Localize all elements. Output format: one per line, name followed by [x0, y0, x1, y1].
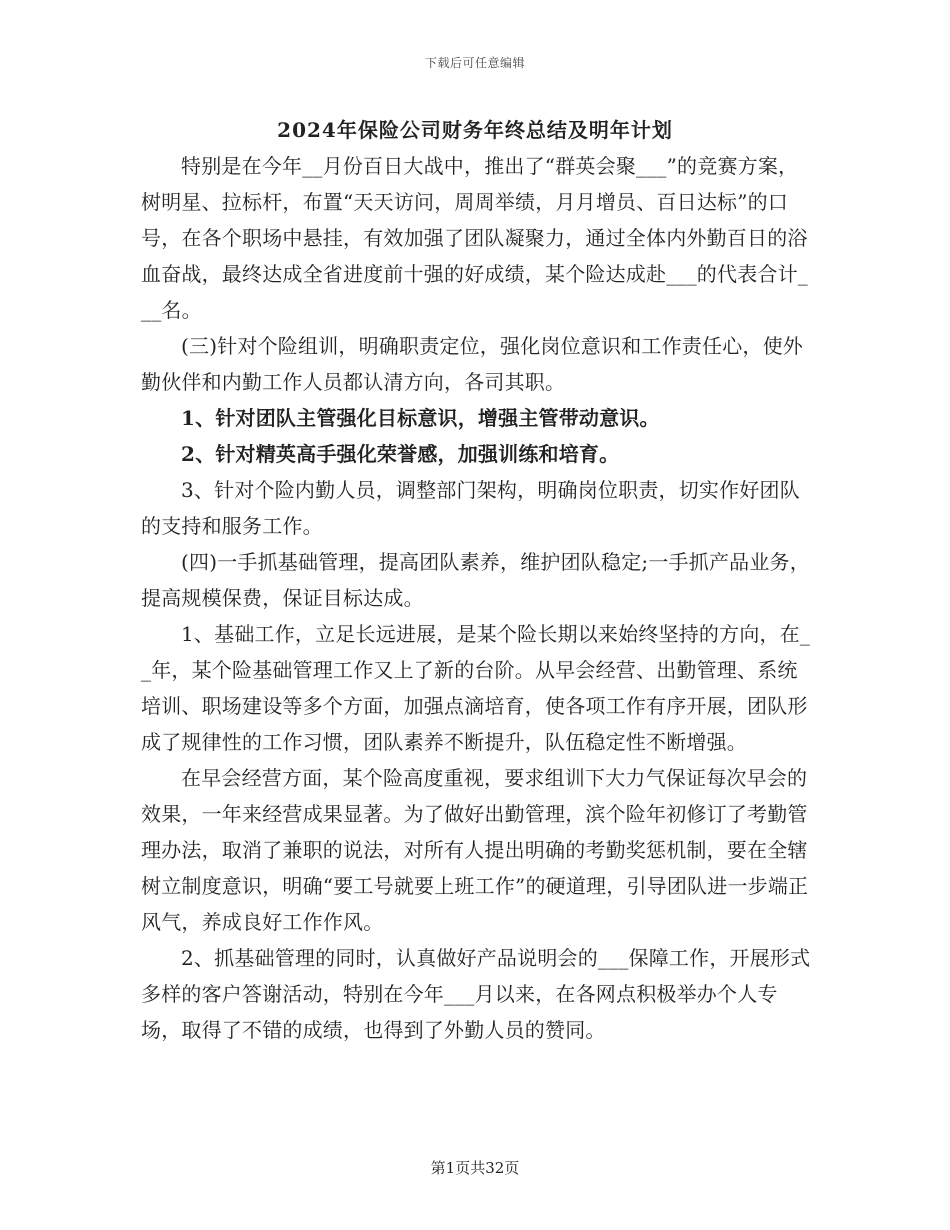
bold-paragraph: 1、针对团队主管强化目标意识，增强主管带动意识。 — [181, 406, 660, 430]
paragraph: 3、针对个险内勤人员，调整部门架构，明确岗位职责，切实作好团队的支持和服务工作。 — [141, 478, 800, 538]
document-title: 2024年保险公司财务年终总结及明年计划 — [277, 118, 673, 142]
paragraph: (三)针对个险组训，明确职责定位，强化岗位意识和工作责任心，使外勤伙伴和内勤工作人员都认清方向，各司其职。 — [141, 334, 804, 394]
paragraph: 特别是在今年__月份百日大战中，推出了“群英会聚___”的竞赛方案，树明星、拉标杆，布置“天天访问，周周举绩，月月增员、百日达标”的口号，在各个职场中悬挂，有效加强了团队凝聚力，通过全体内外勤百日的浴血奋战，最终达成全省进度前十强的好成绩，某个险达成赴___的代表合计___名。 — [141, 154, 808, 322]
bold-paragraph: 2、针对精英高手强化荣誉感，加强训练和培育。 — [181, 442, 620, 466]
paragraph: (四)一手抓基础管理，提高团队素养，维护团队稳定;一手抓产品业务，提高规模保费，保证目标达成。 — [141, 550, 810, 610]
paragraph: 在早会经营方面，某个险高度重视，要求组训下大力气保证每次早会的效果，一年来经营成果显著。为了做好出勤管理，滨个险年初修订了考勤管理办法，取消了兼职的说法，对所有人提出明确的考勤奖惩机制，要在全辖树立制度意识，明确“要工号就要上班工作”的硬道理，引导团队进一步端正风气，养成良好工作作风。 — [141, 766, 809, 934]
header-note: 下载后可任意编辑 — [424, 56, 525, 70]
paragraph: 2、抓基础管理的同时，认真做好产品说明会的___保障工作，开展形式多样的客户答谢活动，特别在今年___月以来，在各网点积极举办个人专场，取得了不错的成绩，也得到了外勤人员的赞同。 — [141, 946, 811, 1042]
paragraph: 1、基础工作，立足长远进展，是某个险长期以来始终坚持的方向，在__年，某个险基础管理工作又上了新的台阶。从早会经营、出勤管理、系统培训、职场建设等多个方面，加强点滴培育，使各项工作有序开展，团队形成了规律性的工作习惯，团队素养不断提升，队伍稳定性不断增强。 — [141, 622, 811, 754]
document-body — [141, 148, 813, 1048]
page-number: 第1页共32页 — [430, 1159, 520, 1177]
